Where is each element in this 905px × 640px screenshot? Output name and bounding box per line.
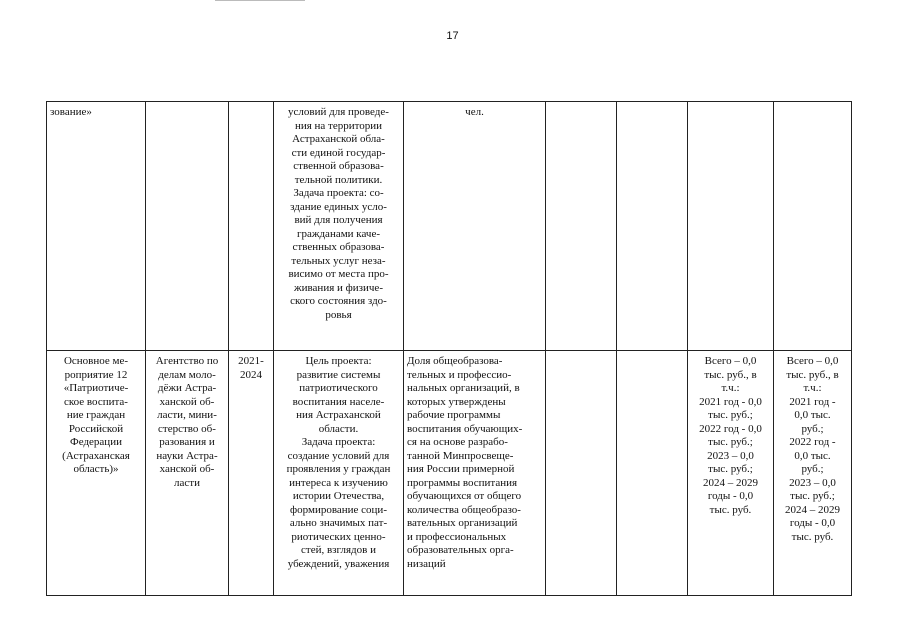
table-row	[47, 351, 852, 596]
cell-indicator: чел.	[404, 102, 546, 351]
cell-funding-a: Всего – 0,0 тыс. руб., в т.ч.: 2021 год - 0,0 тыс. руб.; 2022 год - 0,0 тыс. руб.; 2023 – 0,0 тыс. руб.; 2024 – 2029 годы - 0,0 тыс. руб.	[688, 351, 774, 596]
program-table	[46, 101, 852, 596]
cell-event-name: зование»	[47, 102, 146, 351]
cell-goal: Цель проекта: развитие системы патриотического воспитания населе- ния Астраханской области. Задача проекта: создание условий для проявления у граждан интереса к изучению истории Отечества, формирование соци- ально значимых пат- риотических ценно- стей, взглядов и убеждений, уважения	[274, 351, 404, 596]
cell-funding-b	[774, 102, 852, 351]
cell-empty-a	[546, 351, 617, 596]
cell-goal: условий для проведе- ния на территории Астраханской обла- сти единой государ- ственной образова- тельной политики. Задача проекта: со- здание единых усло- вий для получения гражданами каче- ственных образова- тельных услуг неза- висимо от места про- живания и физиче- ского состояния здо- ровья	[274, 102, 404, 351]
page-number: 17	[446, 30, 459, 42]
table-row	[47, 102, 852, 351]
cell-event-name: Основное ме- роприятие 12 «Патриотиче- ское воспита- ние граждан Российской Федерации (Астраханская область)»	[47, 351, 146, 596]
cell-empty-a	[546, 102, 617, 351]
cell-funding-b: Всего – 0,0 тыс. руб., в т.ч.: 2021 год - 0,0 тыс. руб.; 2022 год - 0,0 тыс. руб.; 2023 – 0,0 тыс. руб.; 2024 – 2029 годы - 0,0 тыс. руб.	[774, 351, 852, 596]
top-edge-marks	[215, 0, 305, 3]
cell-period	[229, 102, 274, 351]
cell-empty-b	[617, 351, 688, 596]
cell-executor: Агентство по делам моло- дёжи Астра- ханской об- ласти, мини- стерство об- разования и науки Астра- ханской об- ласти	[146, 351, 229, 596]
cell-empty-b	[617, 102, 688, 351]
cell-funding-a	[688, 102, 774, 351]
cell-executor	[146, 102, 229, 351]
cell-period: 2021- 2024	[229, 351, 274, 596]
cell-indicator: Доля общеобразова- тельных и профессио- нальных организаций, в которых утверждены рабочие программы воспитания обучающих- ся на основе разрабо- танной Минпросвеще- ния России примерной программы воспитания обучающихся от общего количества общеобразо- вательных организаций и профессиональных образовательных орга- низаций	[404, 351, 546, 596]
